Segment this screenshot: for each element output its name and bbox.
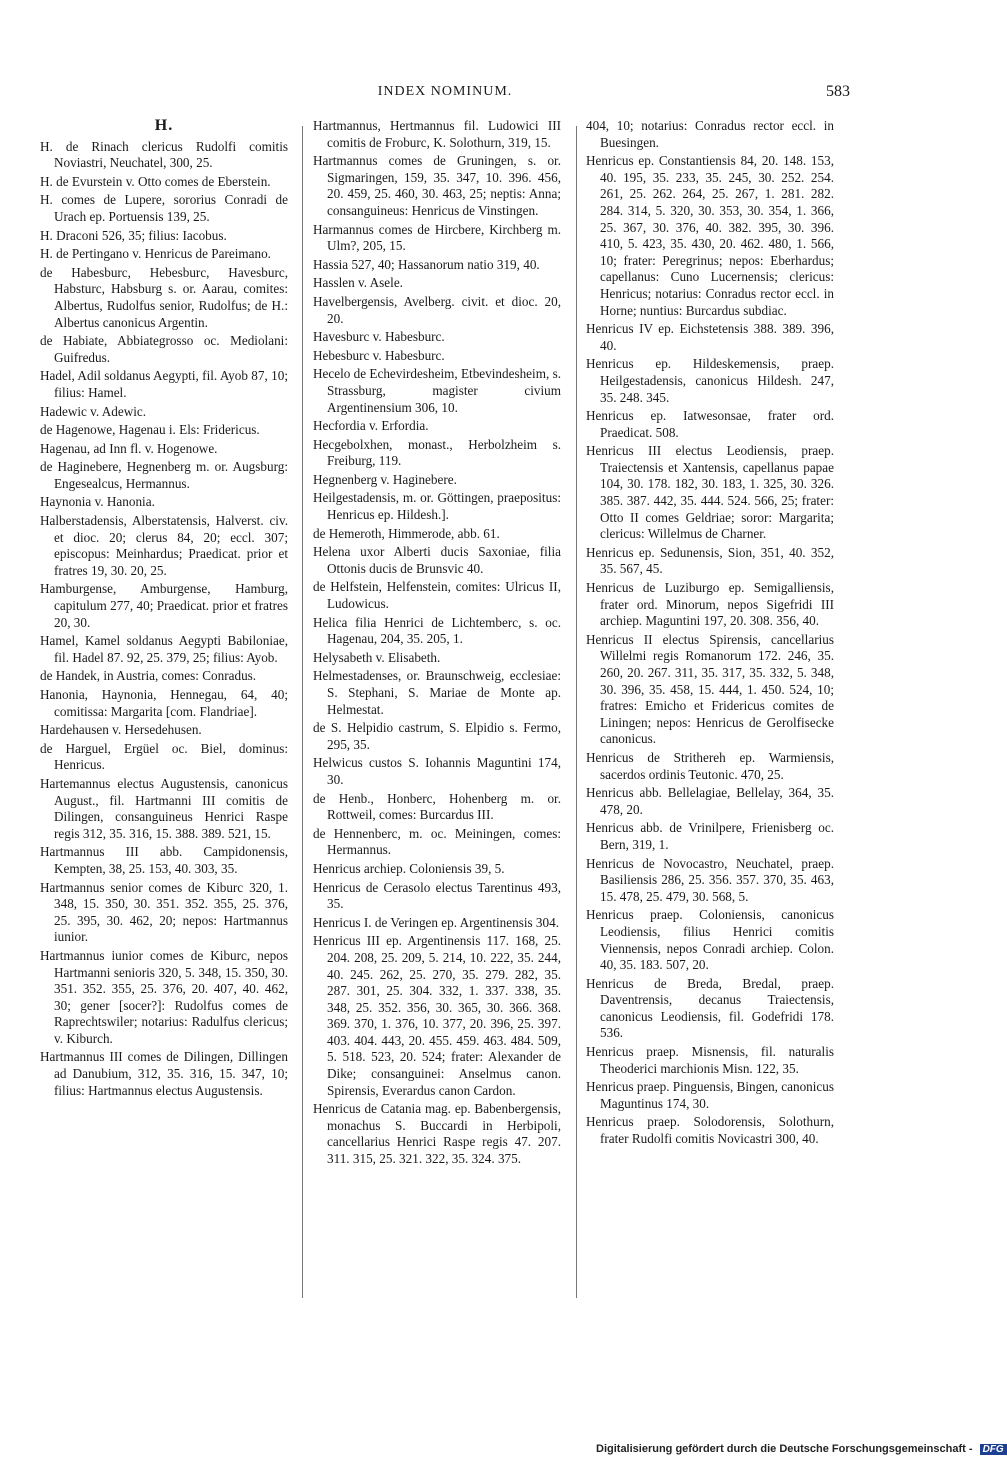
index-entry: Henricus de Breda, Bredal, praep. Daventrensis, decanus Traiectensis, canonicus Leodiensis, fil. Godefridi 178. 536.: [586, 975, 834, 1041]
index-entry: Henricus III ep. Argentinensis 117. 168, 25. 204. 208, 25. 209, 5. 214, 10. 222, 35. 244, 40. 245. 262, 25. 270, 35. 279. 282, 35. 287. 301, 25. 304. 332, 1. 337. 338, 35. 348, 25. 352. 356, 30. 365, 30. 366. 368. 369. 370, 1. 376, 10. 377, 20. 396, 25. 397. 403. 404. 443, 20. 455. 459. 463. 484. 509, 5. 518. 523, 20. 524; frater: Alexander de Dike; consanguinei: Anselmus canon. Spirensis, Everardus canon Cardon.: [313, 933, 561, 1098]
index-entry: Henricus de Strithereh ep. Warmiensis, sacerdos ordinis Teutonic. 470, 25.: [586, 749, 834, 782]
index-entry: Hecelo de Echevirdesheim, Etbevindesheim, s. Strassburg, magister civium Argentinensium 306, 10.: [313, 366, 561, 415]
index-entry: H. de Rinach clericus Rudolfi comitis Noviastri, Neuchatel, 300, 25.: [40, 138, 288, 171]
index-entry: Havelbergensis, Avelberg. civit. et dioc. 20, 20.: [313, 293, 561, 326]
dfg-logo: DFG: [980, 1444, 1007, 1455]
digitization-credit: [596, 1443, 1007, 1455]
index-entry: Hanonia, Haynonia, Hennegau, 64, 40; comitissa: Margarita [com. Flandriae].: [40, 687, 288, 719]
index-entry: Hamel, Kamel soldanus Aegypti Babiloniae, fil. Hadel 87. 92, 25. 379, 25; filius: Ayob.: [40, 633, 288, 665]
index-entry: Henricus abb. Bellelagiae, Bellelay, 364, 35. 478, 20.: [586, 785, 834, 817]
index-entry: Helena uxor Alberti ducis Saxoniae, filia Ottonis ducis de Brunsvic 40.: [313, 544, 561, 576]
page-number: 583: [826, 83, 850, 100]
index-column-2: [313, 118, 561, 1170]
index-entry: Henricus de Novocastro, Neuchatel, praep. Basiliensis 286, 25. 356. 357. 370, 35. 463, 15. 478, 25. 479, 30. 568, 5.: [586, 855, 834, 904]
index-entry: Heilgestadensis, m. or. Göttingen, praepositus: Henricus ep. Hildesh.].: [313, 490, 561, 523]
index-entry: Henricus de Cerasolo electus Tarentinus 493, 35.: [313, 879, 561, 912]
index-entry: Hassia 527, 40; Hassanorum natio 319, 40.: [313, 256, 540, 272]
index-entry: Hartmannus III comes de Dilingen, Dillingen ad Danubium, 312, 35. 316, 15. 347, 10; filius: Hartmannus electus Augustensis.: [40, 1049, 288, 1098]
index-entry: H. de Evurstein v. Otto comes de Eberstein.: [40, 173, 271, 189]
index-entry: Henricus praep. Pinguensis, Bingen, canonicus Maguntinus 174, 30.: [586, 1079, 834, 1111]
index-entry: Hartmannus iunior comes de Kiburc, nepos Hartmanni senioris 320, 5. 348, 15. 350, 30. 351. 352. 355, 25. 376, 20. 407, 40. 462, 30; gener [socer?]: Rudolfus comes de Raprechtswiler; notarius: Radulfus clericus; v. Kiburch.: [40, 947, 288, 1046]
index-entry: Helysabeth v. Elisabeth.: [313, 649, 441, 665]
index-entry: 404, 10; notarius: Conradus rector eccl. in Buesingen.: [586, 118, 834, 150]
index-entry: H. Draconi 526, 35; filius: Iacobus.: [40, 227, 227, 243]
page-header: [40, 84, 850, 106]
index-entry: Henricus II electus Spirensis, cancellarius Willelmi regis Romanorum 172. 246, 35. 260, 20. 267. 311, 35. 317, 35. 332, 5. 348, 30. 396, 35. 458, 15. 444, 1. 450. 524, 10; fratres: Emicho et Fridericus comites de Liningen; nepos: Henricus de Gerolfisecke canonicus.: [586, 631, 834, 747]
section-letter: H.: [154, 117, 174, 134]
column-divider: [302, 126, 303, 1298]
index-entry: de Hemeroth, Himmerode, abb. 61.: [313, 525, 500, 541]
index-entry: de Hagenowe, Hagenau i. Els: Fridericus.: [40, 422, 260, 438]
index-entry: Halberstadensis, Alberstatensis, Halverst. civ. et dioc. 20; clerus 84, 20; eccl. 307; episcopus: Meinhardus; Praedicat. prior et fratres 19, 30. 20, 25.: [40, 513, 288, 578]
index-entry: Henricus de Luziburgo ep. Semigalliensis, frater ord. Minorum, nepos Sigefridi III archiep. Maguntini 197, 20. 308. 356, 40.: [586, 580, 834, 629]
index-column-3: [586, 118, 834, 1150]
index-entry: Henricus abb. de Vrinilpere, Frienisberg oc. Bern, 319, 1.: [586, 820, 834, 852]
index-entry: de Harguel, Ergüel oc. Biel, dominus: Henricus.: [40, 740, 288, 773]
index-entry: de Haginebere, Hegnenberg m. or. Augsburg: Engesealcus, Hermannus.: [40, 459, 288, 491]
index-entry: Hagenau, ad Inn fl. v. Hogenowe.: [40, 440, 218, 456]
index-entry: de Hennenberc, m. oc. Meiningen, comes: Hermannus.: [313, 825, 561, 858]
index-entry: Hecgebolxhen, monast., Herbolzheim s. Freiburg, 119.: [313, 436, 561, 469]
index-entry: H. comes de Lupere, sororius Conradi de Urach ep. Portuensis 139, 25.: [40, 192, 288, 224]
index-entry: Helwicus custos S. Iohannis Maguntini 174, 30.: [313, 755, 561, 787]
index-entry: Helmestadenses, or. Braunschweig, ecclesiae: S. Stephani, S. Mariae de Monte ap. Helmestat.: [313, 668, 561, 717]
index-entry: Hartmannus III abb. Campidonensis, Kempten, 38, 25. 153, 40. 303, 35.: [40, 844, 288, 876]
index-entry: de Henb., Honberc, Hohenberg m. or. Rottweil, comes: Burcardus III.: [313, 790, 561, 823]
index-entry: Hartmannus comes de Gruningen, s. or. Sigmaringen, 159, 35. 347, 10. 396. 456, 20. 459, 25. 460, 30. 463, 25; neptis: Anna; consanguineus: Henricus de Vinstingen.: [313, 153, 561, 218]
index-entry: Henricus I. de Veringen ep. Argentinensis 304.: [313, 914, 559, 930]
index-entry: Henricus archiep. Coloniensis 39, 5.: [313, 860, 505, 876]
index-entry: Havesburc v. Habesburc.: [313, 329, 445, 345]
index-entry: H. de Pertingano v. Henricus de Pareimano.: [40, 246, 271, 262]
index-entry: de Handek, in Austria, comes: Conradus.: [40, 668, 257, 684]
index-entry: Henricus ep. Sedunensis, Sion, 351, 40. 352, 35. 567, 45.: [586, 544, 834, 577]
index-entry: de Habesburc, Hebesburc, Havesburc, Habsturc, Habsburg s. or. Aarau, comites: Albertus, Rudolfus senior, Rudolfus; de H.: Albertus canonicus Argentin.: [40, 264, 288, 330]
index-entry: Henricus ep. Constantiensis 84, 20. 148. 153, 40. 195, 35. 233, 35. 245, 30. 252. 254. 261, 25. 262. 264, 25. 267, 1. 281. 282. 284. 314, 5. 320, 30. 353, 30. 354, 1. 366, 25. 367, 30. 376, 40. 382. 395, 30. 396. 410, 5. 423, 35. 430, 20. 462. 480, 1. 566, 10; frater: Peregrinus; nepos: Eberhardus; capellanus: Cuno Lucernensis; clericus: Henricus; notarius: Conradus rector eccl. in Horne; nuntius: Burcardus subdiac.: [586, 153, 834, 318]
index-entry: de Helfstein, Helfenstein, comites: Ulricus II, Ludowicus.: [313, 579, 561, 612]
index-entry: Henricus ep. Hildeskemensis, praep. Heilgestadensis, canonicus Hildesh. 247, 35. 248. 345.: [586, 356, 834, 405]
index-entry: Hebesburc v. Habesburc.: [313, 347, 445, 363]
index-entry: Hadewic v. Adewic.: [40, 403, 147, 419]
index-entry: Hegnenberg v. Haginebere.: [313, 471, 457, 487]
index-entry: de S. Helpidio castrum, S. Elpidio s. Fermo, 295, 35.: [313, 720, 561, 752]
index-entry: Harmannus comes de Hircbere, Kirchberg m. Ulm?, 205, 15.: [313, 221, 561, 254]
index-entry: Hecfordia v. Erfordia.: [313, 418, 429, 434]
index-entry: Hartmannus, Hertmannus fil. Ludowici III comitis de Froburc, K. Solothurn, 319, 15.: [313, 118, 561, 150]
index-entry: de Habiate, Abbiategrosso oc. Mediolani: Guifredus.: [40, 333, 288, 365]
index-entry: Haynonia v. Hanonia.: [40, 494, 155, 510]
index-entry: Henricus IV ep. Eichstetensis 388. 389. 396, 40.: [586, 321, 834, 353]
index-entry: Hartemannus electus Augustensis, canonicus August., fil. Hartmanni III comitis de Dilingen, consanguineus Henrici Raspe regis 312, 35. 316, 15. 388. 389. 521, 15.: [40, 775, 288, 841]
index-entry: Henricus praep. Coloniensis, canonicus Leodiensis, filius Henrici comitis Viennensis, nepos Conradi archiep. Colon. 40, 35. 183. 507, 20.: [586, 907, 834, 973]
index-entry: Hardehausen v. Hersedehusen.: [40, 722, 202, 738]
column-divider: [576, 126, 577, 1298]
index-entry: Hasslen v. Asele.: [313, 275, 403, 291]
index-entry: Hamburgense, Amburgense, Hamburg, capitulum 277, 40; Praedicat. prior et fratres 20, 30.: [40, 581, 288, 630]
index-entry: Henricus praep. Solodorensis, Solothurn, frater Rudolfi comitis Novicastri 300, 40.: [586, 1114, 834, 1147]
index-entry: Henricus ep. Iatwesonsae, frater ord. Praedicat. 508.: [586, 408, 834, 440]
index-entry: Henricus de Catania mag. ep. Babenbergensis, monachus S. Buccardi in Herbipoli, cancellarius Henrici Raspe regis 47. 207. 311. 315, 25. 321. 322, 35. 324. 375.: [313, 1101, 561, 1167]
credit-text: Digitalisierung gefördert durch die Deutsche Forschungsgemeinschaft -: [596, 1443, 973, 1455]
running-title: INDEX NOMINUM.: [377, 84, 513, 99]
index-entry: Henricus praep. Misnensis, fil. naturalis Theoderici marchionis Misn. 122, 35.: [586, 1044, 834, 1076]
index-entry: Hartmannus senior comes de Kiburc 320, 1. 348, 15. 350, 30. 351. 352. 355, 25. 376, 25. 395, 30. 462, 20; nepos: Hartmannus iunior.: [40, 879, 288, 945]
index-entry: Helica filia Henrici de Lichtemberc, s. oc. Hagenau, 204, 35. 205, 1.: [313, 614, 561, 647]
index-column-1: [40, 118, 288, 1101]
index-entry: Henricus III electus Leodiensis, praep. Traiectensis et Xantensis, capellanus papae 104, 30. 178. 182, 30. 183, 1. 325, 30. 326. 385. 387. 442, 35. 444. 524. 566, 25; frater: Otto II comes Geldriae; soror: Margarita; clericus: Willelmus de Charner.: [586, 443, 834, 542]
index-entry: Hadel, Adil soldanus Aegypti, fil. Ayob 87, 10; filius: Hamel.: [40, 368, 288, 400]
